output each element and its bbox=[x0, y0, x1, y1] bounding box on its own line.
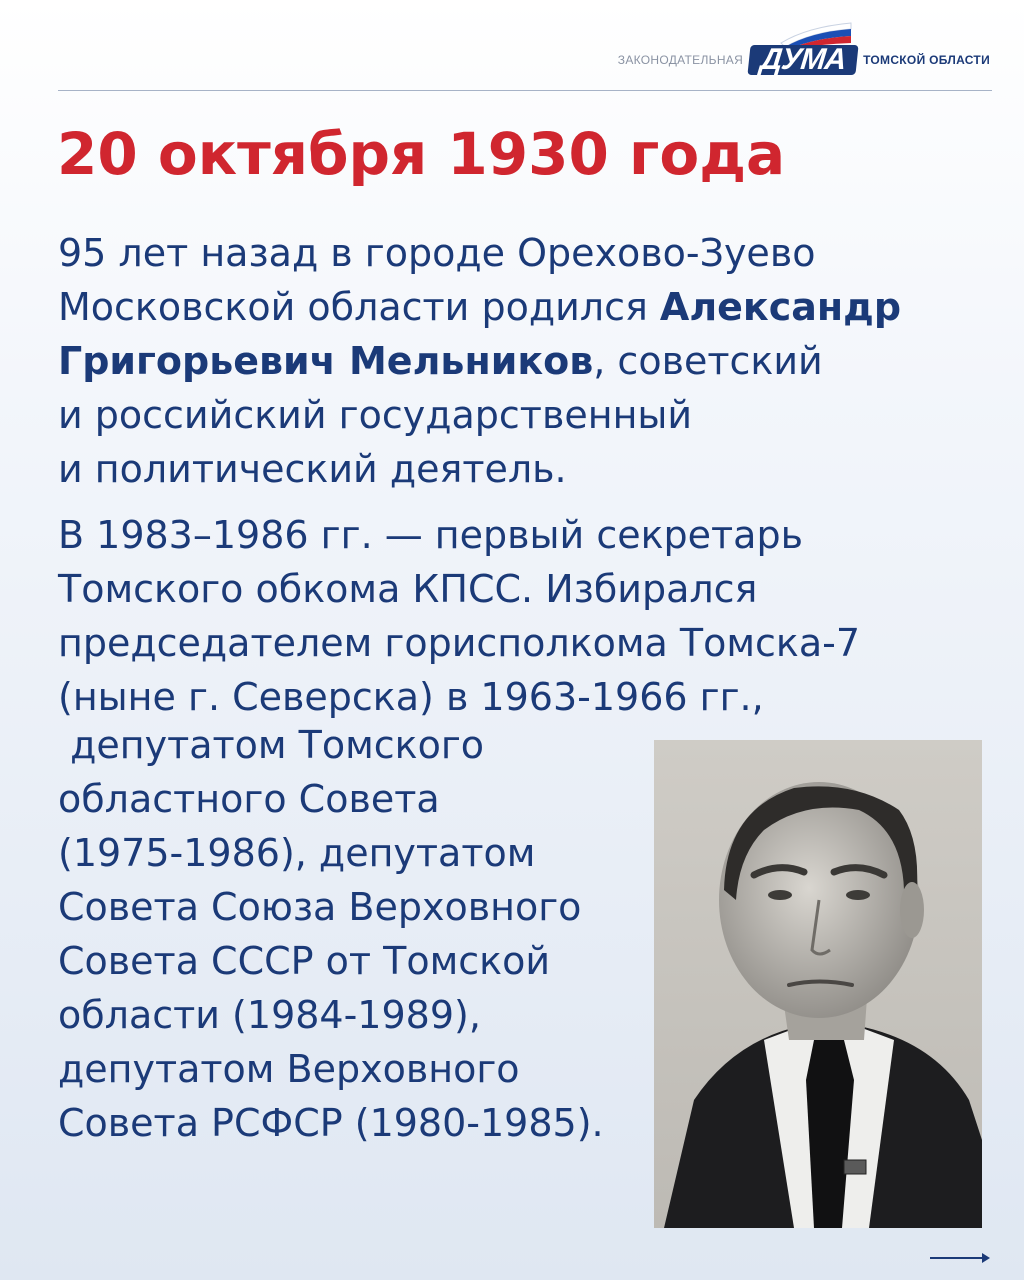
bio-cont-line-1: депутатом Томского bbox=[58, 723, 485, 767]
bio-cont-line-3: (1975-1986), депутатом bbox=[58, 831, 536, 875]
page-title: 20 октября 1930 года bbox=[57, 120, 786, 188]
header-logo bbox=[618, 18, 990, 78]
logo-left-text: ЗАКОНОДАТЕЛЬНАЯ bbox=[617, 53, 744, 67]
intro-line-4: и российский государственный bbox=[58, 393, 693, 437]
bio-cont-line-5: Совета СССР от Томской bbox=[58, 939, 551, 983]
intro-paragraph bbox=[58, 226, 901, 496]
bio-cont-line-8: Совета РСФСР (1980-1985). bbox=[58, 1101, 604, 1145]
bio-line-3: председателем горисполкома Томска-7 bbox=[58, 621, 861, 665]
intro-line-3-text: , советский bbox=[593, 339, 823, 383]
bio-cont-line-4: Совета Союза Верховного bbox=[58, 885, 582, 929]
bio-cont-line-7: депутатом Верховного bbox=[58, 1047, 520, 1091]
intro-line-2 bbox=[58, 280, 901, 334]
bio-line-1: В 1983–1986 гг. — первый секретарь bbox=[58, 513, 803, 557]
intro-line-5: и политический деятель. bbox=[58, 447, 567, 491]
bio-paragraph bbox=[58, 508, 860, 724]
portrait-photo bbox=[654, 740, 982, 1228]
intro-line-3 bbox=[58, 334, 901, 388]
bio-cont-line-2: областного Совета bbox=[58, 777, 440, 821]
person-patronymic-surname: Григорьевич Мельников bbox=[58, 339, 594, 383]
bio-cont-line-6: области (1984-1989), bbox=[58, 993, 481, 1037]
bio-continued bbox=[58, 718, 604, 1150]
bio-line-4: (ныне г. Северска) в 1963-1966 гг., bbox=[58, 675, 764, 719]
duma-logo-mark bbox=[749, 19, 857, 77]
header-divider bbox=[58, 90, 992, 91]
intro-line-2-text: Московской области родился bbox=[58, 285, 660, 329]
person-first-name: Александр bbox=[659, 285, 902, 329]
arrow-right-icon[interactable] bbox=[930, 1250, 994, 1266]
intro-line-1: 95 лет назад в городе Орехово-Зуево bbox=[58, 231, 816, 275]
bio-line-2: Томского обкома КПСС. Избирался bbox=[58, 567, 758, 611]
logo-word: ДУМА bbox=[748, 45, 859, 75]
logo-right-text: ТОМСКОЙ ОБЛАСТИ bbox=[863, 53, 990, 67]
